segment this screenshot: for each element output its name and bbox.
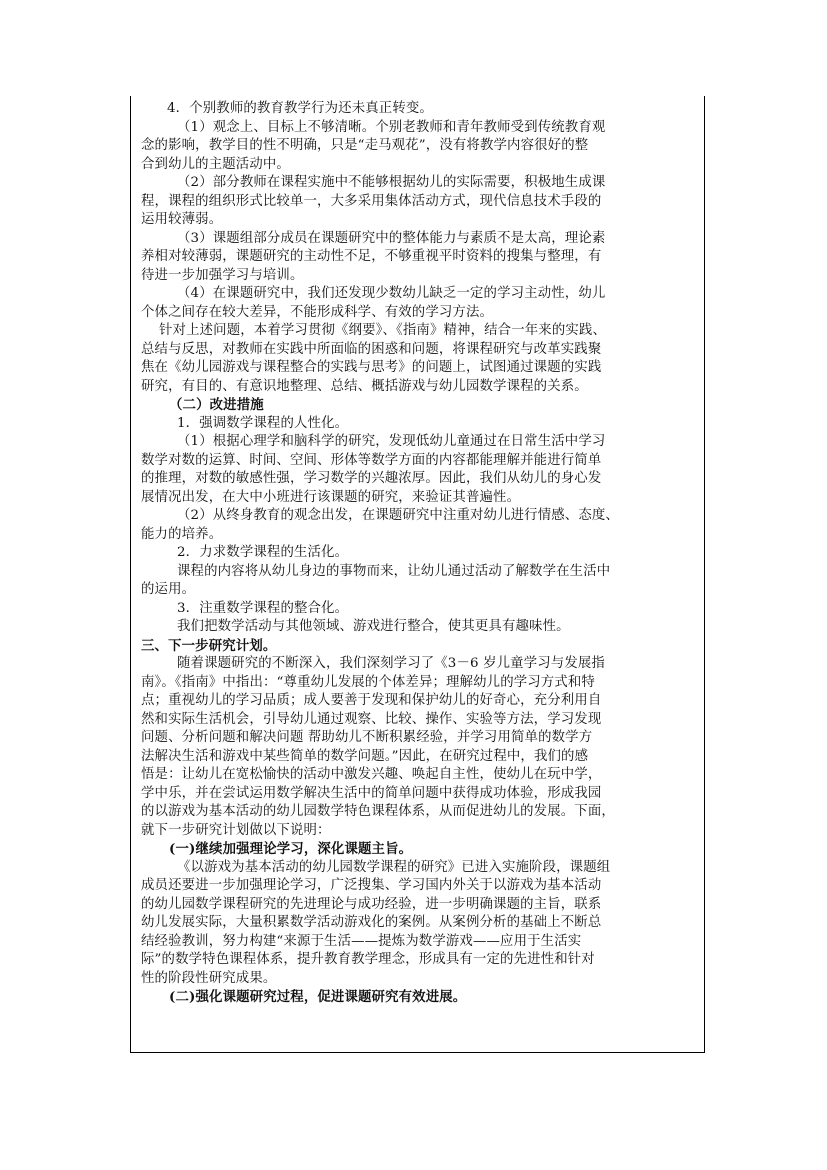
text-line: 《以游戏为基本活动的幼儿园数学课程的研究》已进入实施阶段，课题组 [177,859,611,875]
text-line: 总结与反思，对教师在实践中所面临的困惑和问题，将课程研究与改革实践聚 [141,341,602,357]
text-line: 学中乐，并在尝试运用数学解决生活中的简单问题中获得成功体验，形成我园 [141,785,602,801]
text-line: 程，课程的组织形式比较单一，大多采用集体活动方式，现代信息技术手段的 [141,193,602,209]
section-heading: (一)继续加强理论学习，深化课题主旨。 [169,841,413,857]
text-line: 问题、分析问题和解决问题 帮助幼儿不断积累经验，并学习用简单的数学方 [141,730,593,745]
text-line: 能力的培养。 [141,526,223,542]
text-line: 待进一步加强学习与培训。 [141,267,304,283]
text-line: 性的阶段性研究成果。 [141,970,277,986]
text-line: 随着课题研究的不断深入，我们深刻学习了《3－6 岁儿童学习与发展指 [177,656,605,671]
section-heading: 三、下一步研究计划。 [141,637,277,654]
text-line: （2）部分教师在课程实施中不能够根据幼儿的实际需要，积极地生成课 [177,175,606,190]
text-line: 课程的内容将从幼儿身边的事物而来，让幼儿通过活动了解数学在生活中 [177,563,611,579]
section-heading: （二）改进措施 [169,397,264,413]
text-line: 2．力求数学课程的生活化。 [177,545,349,560]
text-line: （1）根据心理学和脑科学的研究，发现低幼儿童通过在日常生活中学习 [177,434,606,449]
text-line: （1）观念上、目标上不够清晰。个别老教师和青年教师受到传统教育观 [177,119,606,135]
text-line: 个体之间存在较大差异，不能形成科学、有效的学习方法。 [141,304,494,320]
text-line: 的以游戏为基本活动的幼儿园数学特色课程体系，从而促进幼儿的发展。下面， [141,804,615,819]
text-line: 结经验教训，努力构建“来源于生活——提炼为数学游戏——应用于生活实 [141,933,582,949]
text-line: 法解决生活和游戏中某些简单的数学问题。”因此，在研究过程中，我们的感 [141,748,589,764]
text-line: （2）从终身教育的观念出发，在课题研究中注重对幼儿进行情感、态度、 [177,508,619,523]
section-heading: (二)强化课题研究过程，促进课题研究有效进展。 [169,989,467,1005]
text-line: 我们把数学活动与其他领域、游戏进行整合，使其更具有趣味性。 [177,619,570,634]
text-line: 3．注重数学课程的整合化。 [177,600,349,616]
text-line: 南》。《指南》中指出：“尊重幼儿发展的个体差异；理解幼儿的学习方式和特 [141,674,595,690]
text-line: （3）课题组部分成员在课题研究中的整体能力与素质不是太高，理论素 [177,230,606,246]
text-line: 运用较薄弱。 [141,212,223,227]
text-line: 针对上述问题，本着学习贯彻《纲要》、《指南》精神，结合一年来的实践、 [159,323,606,338]
text-line: 4．个别教师的教育教学行为还未真正转变。 [167,101,433,116]
text-line: 悟是：让幼儿在宽松愉快的活动中激发兴趣、唤起自主性，使幼儿在玩中学， [141,767,602,782]
text-line: 际”的数学特色课程体系，提升教育教学理念，形成具有一定的先进性和针对 [141,952,595,967]
document-table-cell [130,96,705,1053]
text-line: 数学对数的运算、时间、空间、形体等数学方面的内容都能理解并能进行简单 [141,452,602,468]
text-line: 的运用。 [141,582,196,597]
text-line: 合到幼儿的主题活动中。 [141,156,290,172]
text-line: 念的影响，教学目的性不明确，只是“走马观花”，没有将教学内容很好的整 [141,138,589,153]
text-line: 就下一步研究计划做以下说明： [141,822,331,838]
document-body [141,100,694,1007]
text-line: 的幼儿园数学课程研究的先进理论与成功经验，进一步明确课题的主旨，联系 [141,896,602,912]
text-line: 成员还要进一步加强理论学习，广泛搜集、学习国内外关于以游戏为基本活动 [141,878,602,893]
text-line: 养相对较薄弱，课题研究的主动性不足，不够重视平时资料的搜集与整理，有 [141,249,602,264]
text-line: 1．强调数学课程的人性化。 [177,415,349,431]
text-line: 点；重视幼儿的学习品质；成人要善于发现和保护幼儿的好奇心，充分利用自 [141,693,602,708]
text-line: 的推理，对数的敏感性强，学习数学的兴趣浓厚。因此，我们从幼儿的身心发 [141,471,602,486]
text-line: 幼儿发展实际，大量积累数学活动游戏化的案例。从案例分析的基础上不断总 [141,915,602,930]
text-line: 展情况出发，在大中小班进行该课题的研究，来验证其普遍性。 [141,489,521,505]
text-line: （4）在课题研究中，我们还发现少数幼儿缺乏一定的学习主动性，幼儿 [177,286,606,301]
text-line: 焦在《幼儿园游戏与课程整合的实践与思考》的问题上，试图通过课题的实践 [141,360,602,375]
text-line: 然和实际生活机会，引导幼儿通过观察、比较、操作、实验等方法，学习发现 [141,711,602,727]
text-line: 研究，有目的、有意识地整理、总结、概括游戏与幼儿园数学课程的关系。 [141,378,588,394]
